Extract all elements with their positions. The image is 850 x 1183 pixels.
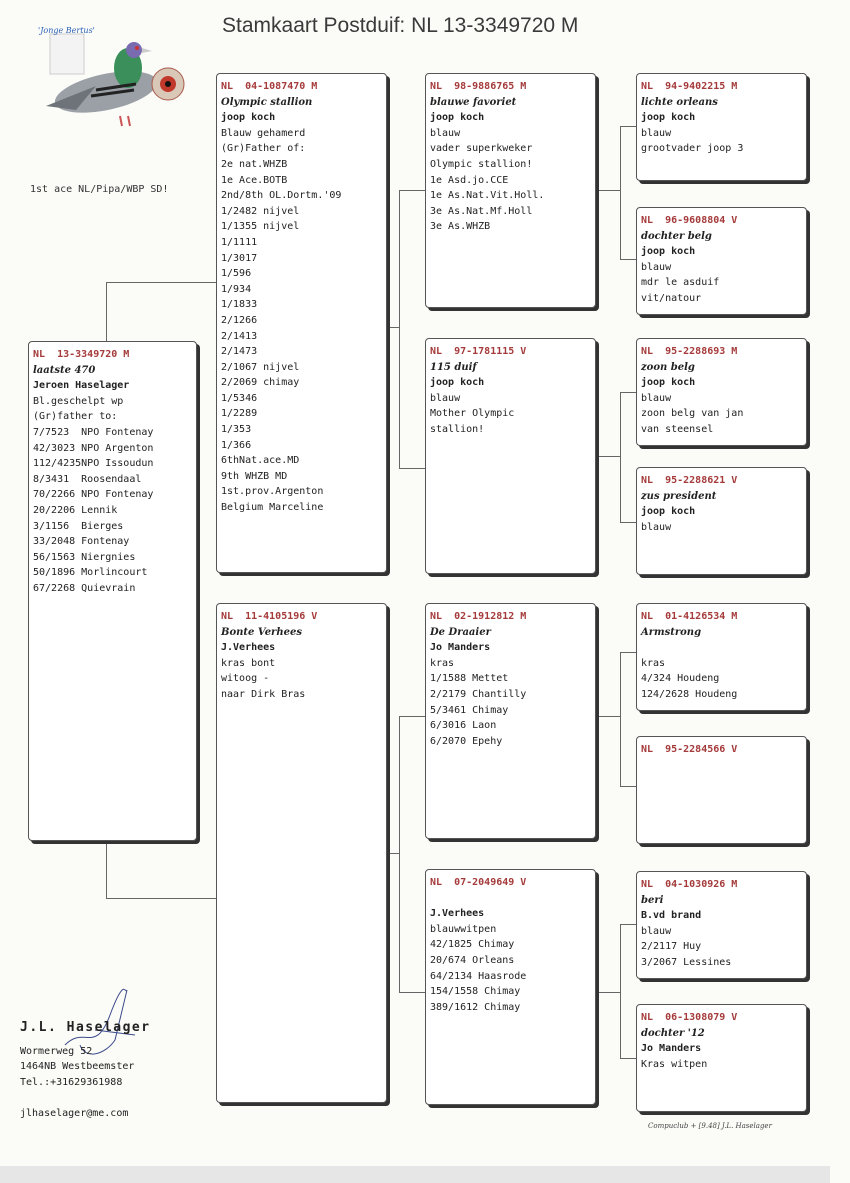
pigeon-card-sire[interactable] <box>216 73 387 573</box>
info-line: stallion! <box>430 423 485 435</box>
info-line: 1e Asd.jo.CCE <box>430 174 509 186</box>
info-line: blauw <box>641 925 672 937</box>
info-line: 1/5346 <box>221 392 258 404</box>
breeder-name: Jeroen Haselager <box>33 380 130 392</box>
info-line: 67/2268 Quievrain <box>33 582 136 594</box>
info-line: 2/1473 <box>221 346 258 358</box>
info-line: Blauw gehamerd <box>221 127 306 139</box>
connector-line <box>596 992 620 993</box>
info-line: 1/1833 <box>221 299 258 311</box>
info-line: 4/324 Houdeng <box>641 673 720 685</box>
pigeon-name: Armstrong <box>641 626 702 638</box>
info-line: Bl.geschelpt wp <box>33 395 124 407</box>
info-line: 1st.prov.Argenton <box>221 486 324 498</box>
pigeon-card-ddd[interactable] <box>636 1004 807 1112</box>
info-line: 5/3461 Chimay <box>430 704 509 716</box>
pigeon-card-dam-sire[interactable] <box>425 603 596 839</box>
tagline: 1st ace NL/Pipa/WBP SD! <box>30 184 169 195</box>
info-line: grootvader joop 3 <box>641 143 744 155</box>
connector-line <box>106 282 107 342</box>
pigeon-card-sss[interactable] <box>636 73 807 181</box>
info-line: 7/7523 NPO Fontenay <box>33 426 154 438</box>
spacer <box>641 640 802 656</box>
connector-line <box>106 898 218 899</box>
breeder-name: B.vd brand <box>641 910 702 922</box>
info-line: mdr le asduif <box>641 277 720 289</box>
pigeon-name: Olympic stallion <box>221 96 313 108</box>
info-line: 2/1413 <box>221 330 258 342</box>
connector-line <box>620 652 621 786</box>
breeder-name: joop koch <box>430 112 485 124</box>
pigeon-card-sds[interactable] <box>636 338 807 446</box>
info-line: Kras witpen <box>641 1058 708 1070</box>
pigeon-name: 115 duif <box>430 361 477 373</box>
connector-line <box>106 842 107 898</box>
info-line: 1/2482 nijvel <box>221 205 300 217</box>
info-line: blauw <box>641 127 672 139</box>
info-line: vit/natour <box>641 292 702 304</box>
ring-number: NL 98-9886765 M <box>430 81 527 92</box>
info-line: 1/353 <box>221 424 252 436</box>
info-line: 1e As.Nat.Vit.Holl. <box>430 190 545 202</box>
info-line: 2/1067 nijvel <box>221 361 300 373</box>
pigeon-name: De Draaier <box>430 626 491 638</box>
info-line: 1e Ace.BOTB <box>221 174 288 186</box>
pigeon-name: beri <box>641 894 664 906</box>
info-line: (Gr)Father of: <box>221 143 306 155</box>
info-line: zoon belg van jan <box>641 408 744 420</box>
info-line: 6thNat.ace.MD <box>221 455 300 467</box>
breeder-name: Jo Manders <box>430 642 491 654</box>
pigeon-card-sire-dam[interactable] <box>425 338 596 574</box>
info-line: 2/2069 chimay <box>221 377 300 389</box>
owner-phone: Tel.:+31629361988 <box>20 1076 123 1088</box>
ring-number: NL 95-2288621 V <box>641 475 738 486</box>
info-line: 1/3017 <box>221 252 258 264</box>
connector-line <box>399 190 400 468</box>
connector-line <box>399 190 427 191</box>
info-line: 42/1825 Chimay <box>430 939 515 951</box>
info-line: 20/674 Orleans <box>430 954 515 966</box>
ring-number: NL 02-1912812 M <box>430 611 527 622</box>
ring-number: NL 97-1781115 V <box>430 346 527 357</box>
club-logo <box>36 24 196 136</box>
connector-line <box>620 924 621 1058</box>
info-line: 64/2134 Haasrode <box>430 970 527 982</box>
breeder-name: joop koch <box>641 246 696 258</box>
info-line: Belgium Marceline <box>221 502 324 514</box>
pigeon-name: Bonte Verhees <box>221 626 302 638</box>
info-line: 1/1588 Mettet <box>430 673 509 685</box>
page-title: Stamkaart Postduif: NL 13-3349720 M <box>222 14 579 37</box>
ring-number: NL 95-2288693 M <box>641 346 738 357</box>
pigeon-name: laatste 470 <box>33 364 96 376</box>
footer-credit: Compuclub + [9.48] J.L. Haselager <box>648 1122 772 1130</box>
info-line: 6/2070 Epehy <box>430 735 503 747</box>
info-line: blauw <box>430 392 461 404</box>
info-line: 42/3023 NPO Argenton <box>33 442 154 454</box>
info-line: 124/2628 Houdeng <box>641 688 738 700</box>
pigeon-card-ssd[interactable] <box>636 207 807 315</box>
info-line: kras bont <box>221 657 276 669</box>
breeder-name: joop koch <box>641 377 696 389</box>
info-line: witoog - <box>221 673 270 685</box>
ring-number: NL 96-9608804 V <box>641 215 738 226</box>
owner-address-street: Wormerweg 52 <box>20 1045 93 1057</box>
pigeon-card-sire-sire[interactable] <box>425 73 596 308</box>
breeder-name: Jo Manders <box>641 1043 702 1055</box>
info-line: blauw <box>430 127 461 139</box>
info-line: 70/2266 NPO Fontenay <box>33 489 154 501</box>
pigeon-name: dochter '12 <box>641 1027 705 1039</box>
scan-edge <box>0 1166 830 1183</box>
connector-line <box>596 716 620 717</box>
info-line: 112/4235NPO Issoudun <box>33 458 154 470</box>
connector-line <box>399 716 400 992</box>
ring-number: NL 01-4126534 M <box>641 611 738 622</box>
pigeon-name <box>430 891 591 907</box>
connector-line <box>620 392 621 522</box>
connector-line <box>620 126 621 259</box>
info-line: 2/1266 <box>221 314 258 326</box>
info-line: blauwwitpen <box>430 923 497 935</box>
info-line: naar Dirk Bras <box>221 688 306 700</box>
info-line: vader superkweker <box>430 143 533 155</box>
info-line: kras <box>430 657 455 669</box>
ring-number: NL 13-3349720 M <box>33 349 130 360</box>
pigeon-card-dss[interactable] <box>636 603 807 711</box>
info-line: 3/2067 Lessines <box>641 956 732 968</box>
breeder-name: J.Verhees <box>430 908 485 920</box>
info-line: 9th WHZB MD <box>221 470 288 482</box>
info-line: 1/366 <box>221 439 252 451</box>
owner-block <box>20 1020 151 1122</box>
info-line: 1/596 <box>221 268 252 280</box>
info-line: 3e As.Nat.Mf.Holl <box>430 205 533 217</box>
info-line: blauw <box>641 392 672 404</box>
owner-address-city: 1464NB Westbeemster <box>20 1061 135 1073</box>
breeder-name: joop koch <box>430 377 485 389</box>
breeder-name: joop koch <box>641 112 696 124</box>
pigeon-name: zus president <box>641 490 717 502</box>
info-line: blauw <box>641 521 672 533</box>
info-line: 389/1612 Chimay <box>430 1001 521 1013</box>
info-line: 8/3431 Roosendaal <box>33 473 142 485</box>
connector-line <box>596 456 620 457</box>
ring-number: NL 94-9402215 M <box>641 81 738 92</box>
breeder-name: J.Verhees <box>221 642 276 654</box>
connector-line <box>399 716 427 717</box>
connector-line <box>399 468 427 469</box>
info-line: 2e nat.WHZB <box>221 158 288 170</box>
ring-number: NL 04-1030926 M <box>641 879 738 890</box>
info-line: van steensel <box>641 423 714 435</box>
info-line: 1/2289 <box>221 408 258 420</box>
info-line: 56/1563 Niergnies <box>33 551 136 563</box>
pigeon-card-dds[interactable] <box>636 871 807 979</box>
ring-number: NL 07-2049649 V <box>430 877 527 888</box>
info-line: 33/2048 Fontenay <box>33 536 130 548</box>
info-line: 2/2117 Huy <box>641 941 702 953</box>
pigeon-name: dochter belg <box>641 230 712 242</box>
info-line: 6/3016 Laon <box>430 720 497 732</box>
pigeon-name <box>641 758 802 774</box>
pigeon-card-dam[interactable] <box>216 603 387 1103</box>
pigeon-card-sdd[interactable] <box>636 467 807 575</box>
connector-line <box>387 853 399 854</box>
pigeon-name: lichte orleans <box>641 96 718 108</box>
ring-number: NL 06-1308079 V <box>641 1012 738 1023</box>
pigeon-name: blauwe favoriet <box>430 96 517 108</box>
info-line: kras <box>641 657 666 669</box>
breeder-name: joop koch <box>641 506 696 518</box>
info-line: 2/2179 Chantilly <box>430 688 527 700</box>
ring-number: NL 95-2284566 V <box>641 744 738 755</box>
info-line: 1/1355 nijvel <box>221 221 300 233</box>
info-line: (Gr)father to: <box>33 411 118 423</box>
info-line: Olympic stallion! <box>430 158 533 170</box>
logo-caption: 'Jonge Bertus' <box>38 26 95 35</box>
info-line: 1/934 <box>221 283 252 295</box>
pigeon-icon <box>36 24 196 136</box>
owner-email[interactable]: jlhaselager@me.com <box>20 1108 129 1120</box>
info-line: 2nd/8th OL.Dortm.'09 <box>221 190 342 202</box>
pigeon-name: zoon belg <box>641 361 695 373</box>
info-line: 20/2206 Lennik <box>33 504 118 516</box>
breeder-name: joop koch <box>221 112 276 124</box>
pigeon-card-dsd[interactable] <box>636 736 807 844</box>
ring-number: NL 04-1087470 M <box>221 81 318 92</box>
pigeon-card-dam-dam[interactable] <box>425 869 596 1105</box>
info-line: Mother Olympic <box>430 408 515 420</box>
pigeon-card-subject[interactable] <box>28 341 197 841</box>
connector-line <box>106 282 218 283</box>
connector-line <box>399 992 427 993</box>
connector-line <box>596 190 620 191</box>
info-line: 50/1896 Morlincourt <box>33 567 148 579</box>
connector-line <box>387 327 399 328</box>
info-line: 154/1558 Chimay <box>430 986 521 998</box>
owner-name: J.L. Haselager <box>20 1020 151 1035</box>
info-line: 3e As.WHZB <box>430 221 491 233</box>
info-line: 3/1156 Bierges <box>33 520 124 532</box>
info-line: 1/1111 <box>221 236 258 248</box>
ring-number: NL 11-4105196 V <box>221 611 318 622</box>
info-line: blauw <box>641 261 672 273</box>
